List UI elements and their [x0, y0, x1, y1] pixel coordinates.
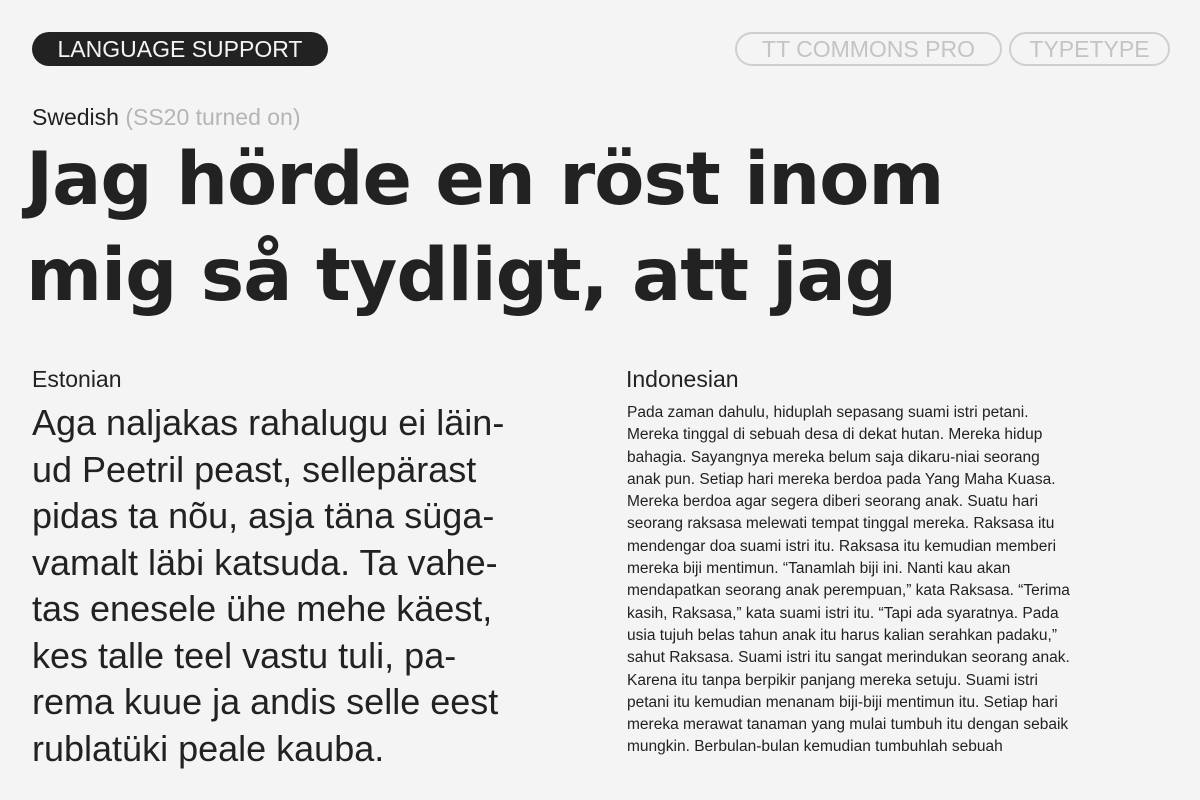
indonesian-line: Karena itu tanpa berpikir panjang mereka setuju. Suami istri [627, 671, 1038, 689]
estonian-line: ud Peetril peast, sellepärast [32, 448, 477, 490]
indonesian-line: Mereka berdoa agar segera diberi seorang anak. Suatu hari [627, 493, 1039, 511]
indonesian-line: mereka biji mentimun. “Tanamlah biji ini. Nanti kau akan [627, 560, 1011, 578]
indonesian-line: sahut Raksasa. Suami istri itu sangat merindukan seorang anak. [627, 649, 1070, 667]
foundry-tag: TYPETYPE [1009, 32, 1170, 66]
swedish-line: Jag hörde en röst inom [26, 137, 944, 222]
font-name-tag: TT COMMONS PRO [735, 32, 1002, 66]
indonesian-line: anak pun. Setiap hari mereka berdoa pada Yang Maha Kuasa. [627, 470, 1056, 488]
indonesian-line: Pada zaman dahulu, hiduplah sepasang suami istri petani. [627, 404, 1029, 421]
estonian-line: Aga naljakas rahalugu ei läin- [32, 402, 505, 443]
estonian-line: pidas ta nõu, asja täna süga- [32, 495, 495, 536]
swedish-language-name: Swedish [32, 104, 119, 130]
estonian-sample [32, 400, 607, 772]
indonesian-line: kasih, Raksasa,” kata suami istri itu. “Tapi ada syaratnya. Pada [627, 604, 1059, 622]
language-support-badge: LANGUAGE SUPPORT [32, 32, 328, 66]
estonian-line: kes talle teel vastu tuli, pa- [32, 634, 457, 676]
estonian-label: Estonian [32, 366, 122, 392]
swedish-sample [26, 132, 1186, 324]
indonesian-line: Mereka tinggal di sebuah desa di dekat hutan. Mereka hidup [627, 426, 1043, 444]
estonian-line: tas enesele ühe mehe käest, [32, 588, 493, 629]
indonesian-line: mendengar doa suami istri itu. Raksasa itu kemudian memberi [627, 537, 1057, 555]
estonian-line: rublatüki peale kauba. [32, 727, 385, 769]
indonesian-sample [627, 402, 1187, 759]
indonesian-line: bahagia. Sayangnya mereka belum saja dikaru-niai seorang [627, 448, 1040, 466]
indonesian-line: seorang raksasa melewati tempat tinggal mereka. Raksasa itu [627, 515, 1055, 533]
indonesian-line: usia tujuh belas tahun anak itu harus kalian serahkan padaku,” [627, 626, 1057, 644]
swedish-line: mig så tydligt, att jag [26, 233, 896, 318]
estonian-line: vamalt läbi katsuda. Ta vahe- [32, 541, 498, 583]
indonesian-line: mendapatkan seorang anak perempuan,” kata Raksasa. “Terima [627, 582, 1070, 600]
indonesian-label: Indonesian [626, 366, 739, 392]
estonian-line: rema kuue ja andis selle eest [32, 681, 499, 722]
indonesian-line: petani itu kemudian menanam biji-biji mentimun itu. Setiap hari [627, 693, 1058, 711]
swedish-label [32, 104, 301, 131]
indonesian-line: mereka merawat tanaman yang mulai tumbuh itu dengan sebaik [627, 716, 1069, 734]
swedish-note: (SS20 turned on) [125, 104, 301, 130]
indonesian-line: mungkin. Berbulan-bulan kemudian tumbuhlah sebuah [627, 738, 1003, 756]
